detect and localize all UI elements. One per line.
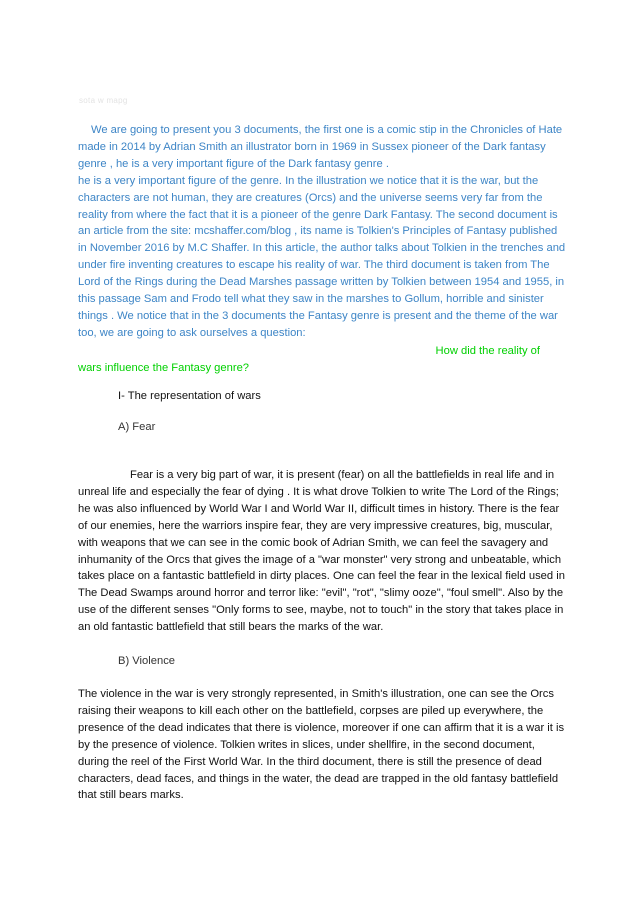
subsection-fear-title: A) Fear — [118, 421, 156, 433]
faint-header-text: sota w mapg — [79, 96, 128, 105]
research-question-part-2: wars influence the Fantasy genre? — [78, 361, 250, 374]
subsection-fear-body: Fear is a very big part of war, it is present (fear) on all the battlefields in real life and in unreal life and especially the fear of dying . It is what drove Tolkien to write The Lord of the Rings; he was also influenced by World War I and World War II, difficult times in history. There is the fear of our enemies, here the warriors inspire fear, they are very impressive creatures, big, muscular, with weapons that we can see in the comic book of Adrian Smith, we can feel the savagery and inhumanity of the Orcs that gives the image of a "war monster" very strong and unbeatable, which takes place on a fantastic battlefield in dirty places. One can feel the fear in the lexical field used in The Dead Swamps around horror and terror like: "evil", "rot", "slimy ooze", "foul smell". Also by the use of the different senses "Only forms to see, maybe, not to touch" in the story that takes place in an old fantastic battlefield that still bears the marks of the war. — [78, 469, 565, 634]
subsection-violence-title: B) Violence — [118, 655, 176, 667]
intro-paragraph-1: We are going to present you 3 documents, the first one is a comic stip in the Chronicles of Hate made in 2014 by Adrian Smith an illustrator born in 1969 in Sussex pioneer of the Dark fantasy genre , he is a very important figure of the Dark fantasy genre . — [78, 124, 563, 170]
research-question — [78, 343, 566, 377]
intro-paragraph-2: he is a very important figure of the genre. In the illustration we notice that it is the war, but the characters are not human, they are creatures (Orcs) and the universe seems very far from the reality from where the fact that it is a pioneer of the genre Dark Fantasy. The second document is an article from the site: mcshaffer.com/blog , its name is Tolkien's Principles of Fantasy published in November 2016 by M.C Shaffer. In this article, the author talks about Tolkien in the trenches and under fire inventing creatures to escape his reality of war. The third document is taken from The Lord of the Rings during the Dead Marshes passage written by Tolkien between 1954 and 1955, in this passage Sam and Frodo tell what they saw in the marshes to Gollum, horrible and sinister things . We notice that in the 3 documents the Fantasy genre is present and the theme of the war too, we are going to ask ourselves a question: — [78, 174, 566, 339]
research-question-part-1: How did the reality of — [435, 345, 540, 357]
intro-section — [78, 122, 566, 342]
section-1-title: I- The representation of wars — [118, 390, 261, 402]
subsection-violence-body: The violence in the war is very strongly represented, in Smith's illustration, one can see the Orcs raising their weapons to kill each other on the battlefield, corpses are piled up everywhere, the presence of the dead indicates that there is violence, moreover if one can affirm that it is a war it is by the presence of violence. Tolkien writes in slices, under shellfire, in the second document, during the reel of the First World War. In the third document, there is still the presence of dead characters, dead faces, and things in the water, the dead are trapped in the old fantasy battlefield that still bears marks. — [78, 688, 565, 802]
